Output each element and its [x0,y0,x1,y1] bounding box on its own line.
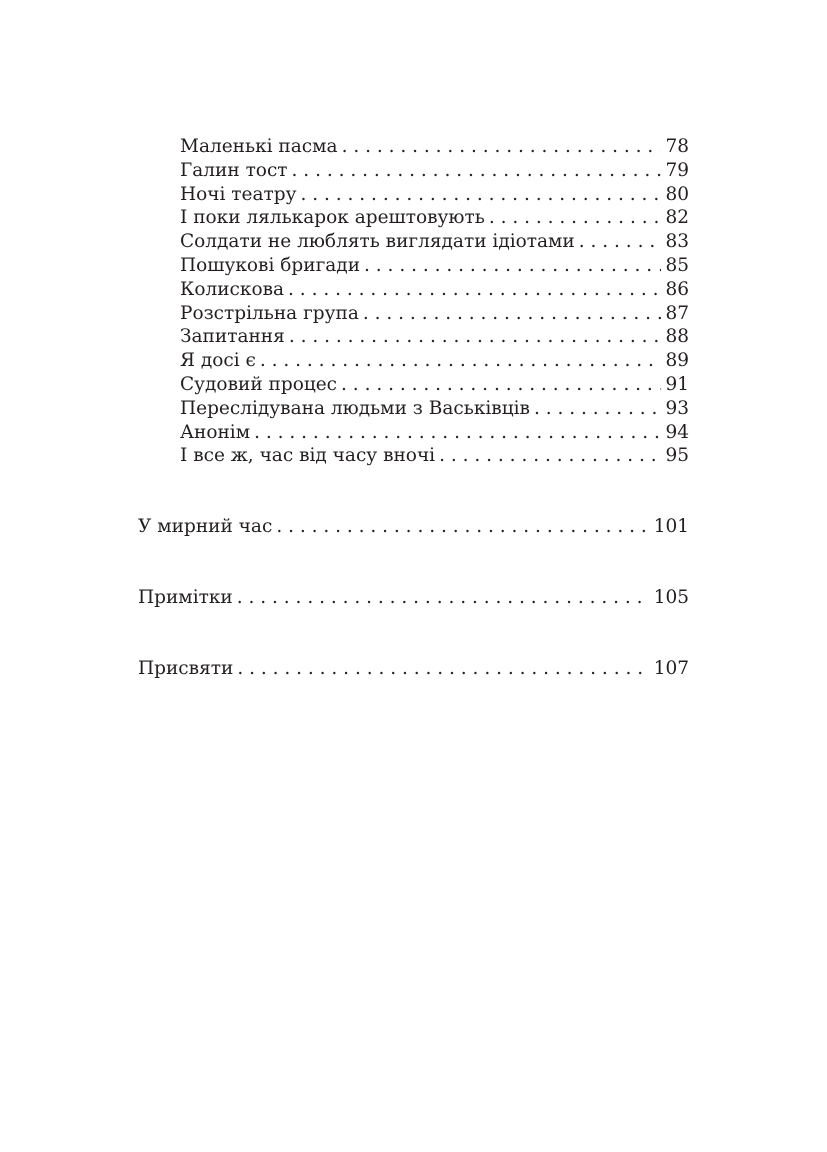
toc-entry-page: 78 [665,136,689,157]
toc-entry [180,206,689,230]
toc-entry-title: Розстрільна група [180,302,359,324]
toc-entry-title: Солдати не люблять виглядати ідіотами [180,231,575,253]
toc-leader-dots [237,657,649,681]
toc-entry-title: Ночі театру [180,183,297,205]
toc-entry-title: Пошукові бригади [180,254,361,276]
toc-leader-dots [254,421,661,445]
toc-entry-page: 87 [665,302,689,324]
toc-entry [180,230,689,254]
toc-entry-page: 82 [665,207,689,229]
toc-entry-page: 83 [665,231,689,253]
toc-entry-title: Судовий процес [180,373,338,395]
toc-entry-title: Анонім [180,421,251,443]
toc-main-entry [138,657,689,681]
toc-entry-page: 79 [665,159,689,181]
toc-leader-dots [489,206,662,230]
toc-leader-dots [288,278,661,302]
toc-entry-page: 101 [653,516,689,537]
toc-entry-title: Запитання [180,326,285,348]
toc-leader-dots [439,444,661,468]
toc-leader-dots [363,302,662,326]
toc-leader-dots [342,135,662,159]
toc-entry-page: 107 [653,657,689,679]
toc-leader-dots [534,397,662,421]
toc-main-entry [138,515,689,539]
toc-entry-page: 85 [665,254,689,276]
toc-subsection-list [180,135,689,468]
toc-entry-title: Колискова [180,278,285,300]
toc-entry-page: 86 [665,278,689,300]
toc-leader-dots [237,586,650,610]
toc-entry [180,183,689,207]
toc-entry-page: 94 [665,421,689,443]
toc-entry-page: 95 [665,445,689,467]
toc-leader-dots [292,159,662,183]
toc-leader-dots [260,349,662,373]
toc-entry [180,254,689,278]
toc-leader-dots [276,515,649,539]
toc-entry-title: Примітки [138,586,233,608]
toc-entry-title: Переслідувана людьми з Васьківців [180,397,530,419]
toc-entry [180,421,689,445]
toc-entry-title: І все ж, час від часу вночі [180,445,436,467]
toc-entry-page: 89 [665,350,689,372]
toc-entry-title: Я досі є [180,350,256,372]
toc-entry [180,278,689,302]
toc-entry-title: Галин тост [180,159,288,181]
toc-entry [180,373,689,397]
toc-entry-title: У мирний час [138,516,273,537]
toc-leader-dots [341,373,661,397]
toc-entry [180,302,689,326]
toc-entry [180,444,689,468]
toc-leader-dots [579,230,662,254]
toc-leader-dots [300,183,661,207]
toc-entry [180,349,689,373]
toc-leader-dots [289,325,662,349]
toc-entry [180,135,689,159]
toc-main-entry [138,586,689,610]
toc-entry-title: Маленькі пасма [180,136,338,157]
toc-entry-title: Присвяти [138,657,234,679]
toc-entry [180,397,689,421]
toc-entry-title: І поки лялькарок арештовують [180,207,485,229]
toc-leader-dots [364,254,661,278]
toc-main-list [138,515,689,728]
toc-entry [180,159,689,183]
toc-entry-page: 93 [665,397,689,419]
toc-entry-page: 91 [665,373,689,395]
toc-entry-page: 88 [665,326,689,348]
toc-entry [180,325,689,349]
toc-entry-page: 105 [653,586,689,608]
toc-entry-page: 80 [665,183,689,205]
